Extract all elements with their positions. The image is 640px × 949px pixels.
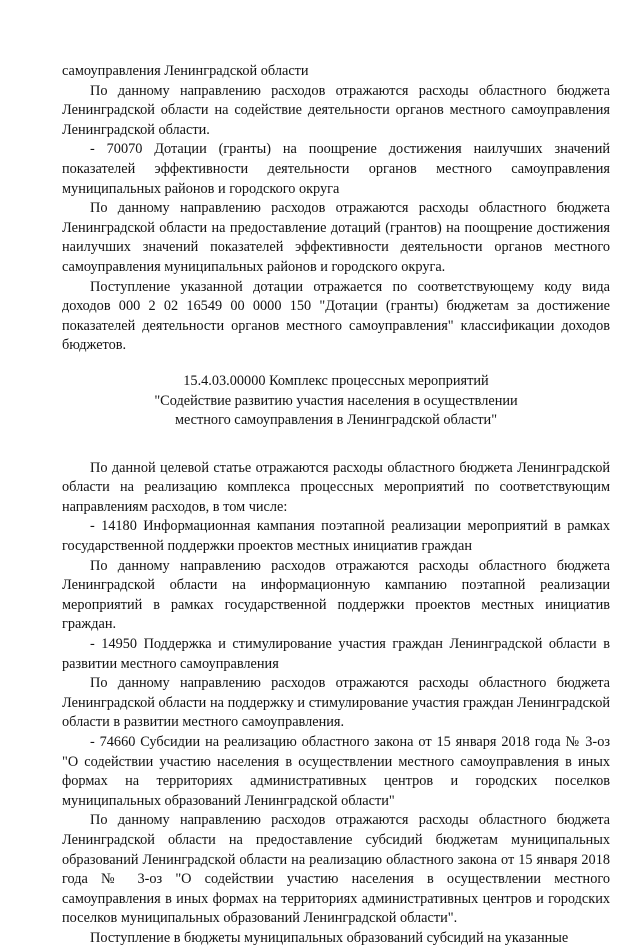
paragraph: - 14180 Информационная кампания поэтапной реализации мероприятий в рамках государственной поддержки проектов местных инициатив граждан	[62, 518, 610, 555]
paragraph: По данному направлению расходов отражаются расходы областного бюджета Ленинградской области на предоставление субсидий бюджетам муниципальных образований Ленинградской области на реализацию областного закона от 15 января 2018 года № 3-оз "О содействии участию населения в осуществлении местного самоуправления в иных формах на территориях административных центров и городских поселков муниципальных образований Ленинградской области".	[62, 812, 610, 927]
paragraph: Поступление указанной дотации отражается по соответствующему коду вида доходов 000 2 02 16549 00 0000 150 "Дотации (гранты) бюджетам за достижение показателей деятельности органов местного самоуправления" классификации доходов бюджетов.	[62, 278, 610, 354]
paragraph: По данному направлению расходов отражаются расходы областного бюджета Ленинградской области на поддержку и стимулирование участия граждан Ленинградской области в развитии местного самоуправления.	[62, 675, 610, 731]
paragraph: По данной целевой статье отражаются расходы областного бюджета Ленинградской области на реализацию комплекса процессных мероприятий по соответствующим направлениям расходов, в том числе:	[62, 459, 610, 515]
section-heading-line: "Содействие развитию участия населения в осуществлении	[154, 392, 518, 409]
paragraph: самоуправления Ленинградской области	[62, 63, 309, 79]
paragraph: По данному направлению расходов отражаются расходы областного бюджета Ленинградской области на предоставление дотаций (грантов) на поощрение достижения наилучших значений показателей эффективности деятельности органов местного самоуправления муниципальных районов и городского округа.	[62, 200, 610, 275]
section-heading-line: местного самоуправления в Ленинградской области"	[174, 412, 498, 429]
paragraph: - 70070 Дотации (гранты) на поощрение достижения наилучших значений показателей эффективности деятельности органов местного самоуправления муниципальных районов и городского округа	[62, 141, 610, 197]
section-heading	[62, 372, 610, 431]
paragraphs-before	[62, 62, 610, 356]
paragraph: - 14950 Поддержка и стимулирование участия граждан Ленинградской области в развитии местного самоуправления	[62, 636, 610, 672]
paragraph: По данному направлению расходов отражаются расходы областного бюджета Ленинградской области на содействие деятельности органов местного самоуправления Ленинградской области.	[62, 82, 610, 138]
section-heading-line: 15.4.03.00000 Комплекс процессных мероприятий	[183, 372, 489, 389]
paragraph: По данному направлению расходов отражаются расходы областного бюджета Ленинградской области на информационную кампанию поэтапной реализации мероприятий в рамках государственной поддержки проектов местных инициатив граждан.	[62, 557, 610, 633]
paragraphs-after	[62, 459, 610, 949]
document-page	[62, 62, 610, 949]
paragraph: - 74660 Субсидии на реализацию областного закона от 15 января 2018 года № 3-оз "О содействии участию населения в осуществлении местного самоуправления в иных формах на территориях административных центров и городских поселков муниципальных образований Ленинградской области"	[62, 734, 610, 809]
paragraph: Поступление в бюджеты муниципальных образований субсидий на указанные	[90, 929, 569, 946]
